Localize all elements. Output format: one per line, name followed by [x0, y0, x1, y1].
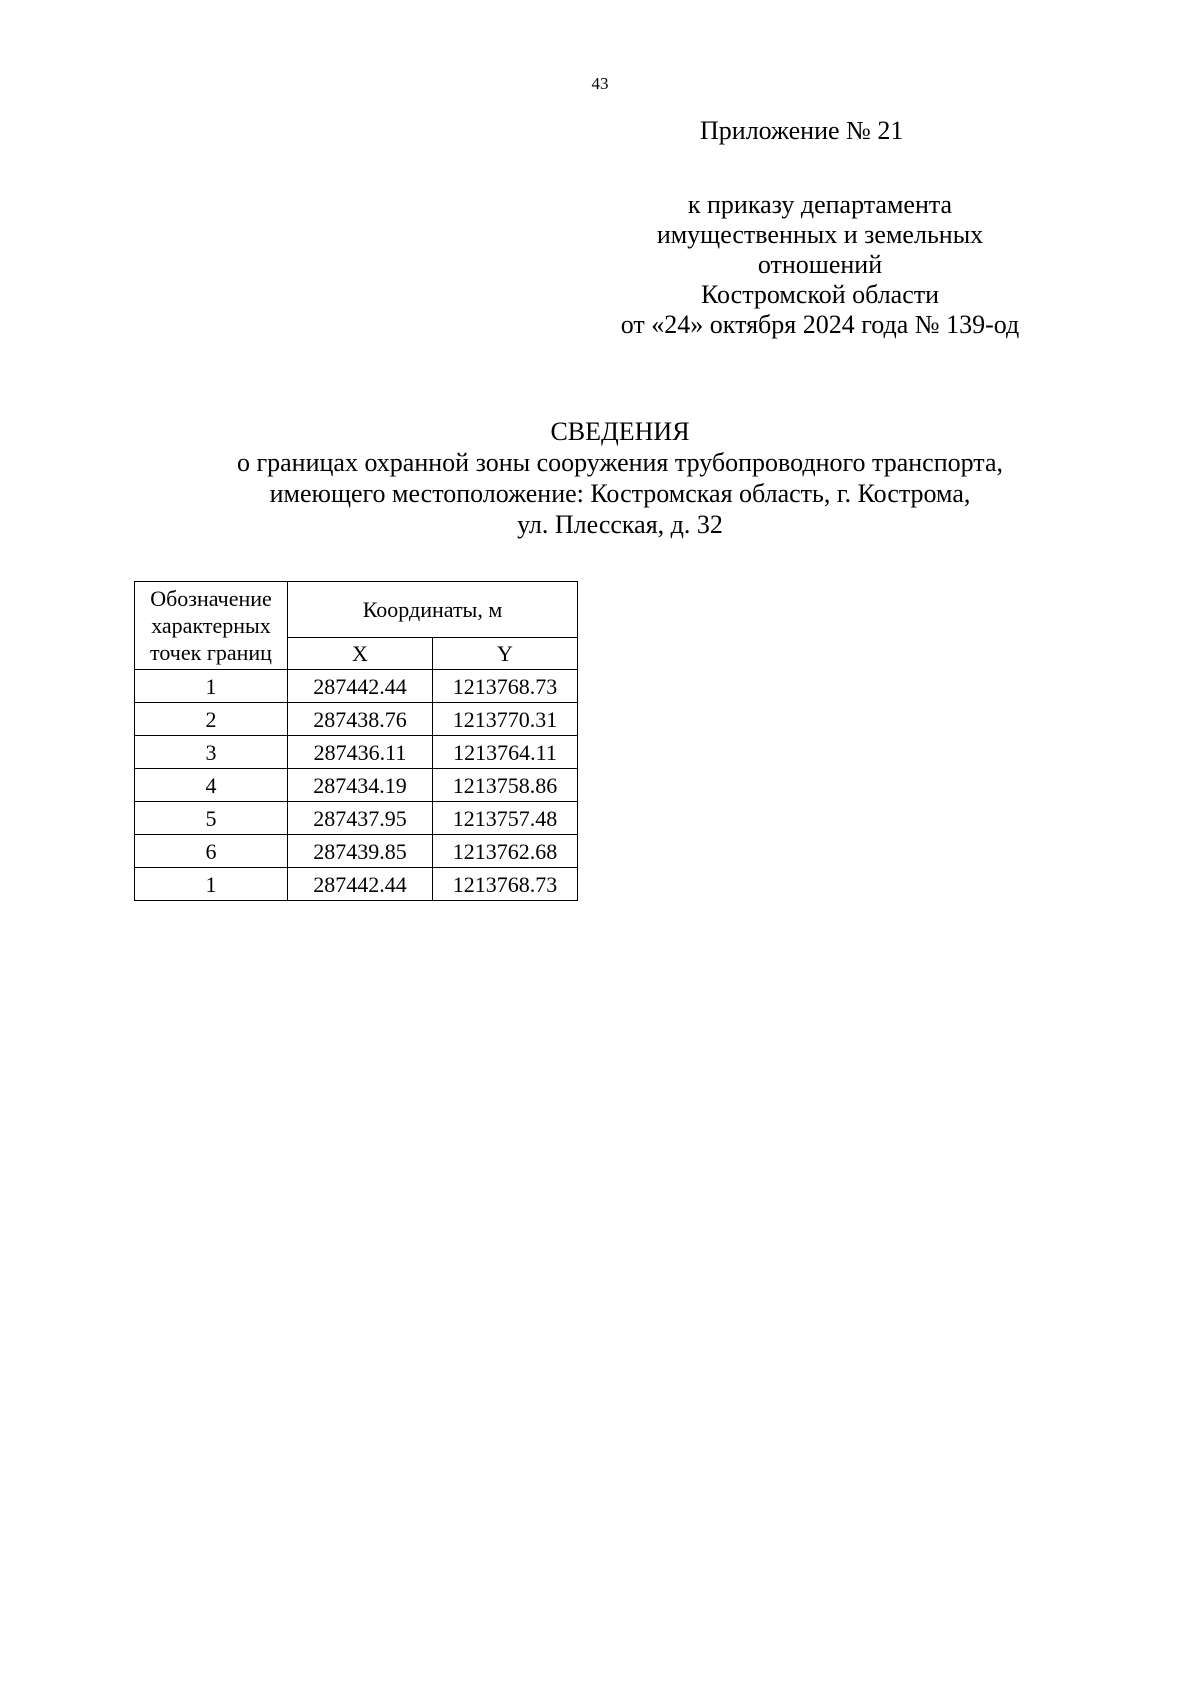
y-cell: 1213762.68: [433, 835, 578, 868]
header-coordinates: Координаты, м: [288, 582, 578, 638]
x-cell: 287442.44: [288, 868, 433, 901]
table-row: [135, 802, 578, 835]
order-reference: [580, 190, 1060, 340]
y-cell: 1213758.86: [433, 769, 578, 802]
header-x: X: [288, 638, 433, 670]
document-heading: [150, 416, 1090, 540]
x-cell: 287438.76: [288, 703, 433, 736]
table-row: [135, 835, 578, 868]
y-cell: 1213757.48: [433, 802, 578, 835]
coordinates-table: [134, 581, 578, 901]
order-reference-line: от «24» октября 2024 года № 139-од: [620, 310, 1020, 339]
header-point-designation: [135, 582, 288, 670]
point-cell: 1: [135, 670, 288, 703]
table-row: [135, 868, 578, 901]
order-reference-line: Костромской области: [700, 280, 940, 309]
table-row: [135, 703, 578, 736]
header-point-line: характерных: [151, 613, 271, 638]
y-cell: 1213768.73: [433, 868, 578, 901]
x-cell: 287437.95: [288, 802, 433, 835]
page-number: 43: [591, 74, 609, 93]
y-cell: 1213770.31: [433, 703, 578, 736]
document-subtitle-line: о границах охранной зоны сооружения трубопроводного транспорта,: [236, 448, 1004, 477]
point-cell: 3: [135, 736, 288, 769]
header-point-line: Обозначение: [150, 586, 272, 611]
header-point-line: точек границ: [150, 640, 272, 665]
x-cell: 287439.85: [288, 835, 433, 868]
order-reference-line: к приказу департамента: [687, 190, 953, 219]
point-cell: 6: [135, 835, 288, 868]
point-cell: 4: [135, 769, 288, 802]
y-cell: 1213768.73: [433, 670, 578, 703]
appendix-title: Приложение № 21: [700, 116, 904, 145]
document-title: СВЕДЕНИЯ: [550, 417, 690, 446]
order-reference-line: отношений: [757, 250, 883, 279]
table-row: [135, 670, 578, 703]
document-subtitle-line: ул. Плесская, д. 32: [517, 510, 723, 539]
point-cell: 2: [135, 703, 288, 736]
header-y: Y: [433, 638, 578, 670]
table-row: [135, 769, 578, 802]
point-cell: 1: [135, 868, 288, 901]
x-cell: 287436.11: [288, 736, 433, 769]
x-cell: 287442.44: [288, 670, 433, 703]
y-cell: 1213764.11: [433, 736, 578, 769]
table-header-row: [135, 582, 578, 638]
point-cell: 5: [135, 802, 288, 835]
order-reference-line: имущественных и земельных: [656, 220, 984, 249]
x-cell: 287434.19: [288, 769, 433, 802]
document-subtitle-line: имеющего местоположение: Костромская область, г. Кострома,: [269, 479, 971, 508]
table-row: [135, 736, 578, 769]
